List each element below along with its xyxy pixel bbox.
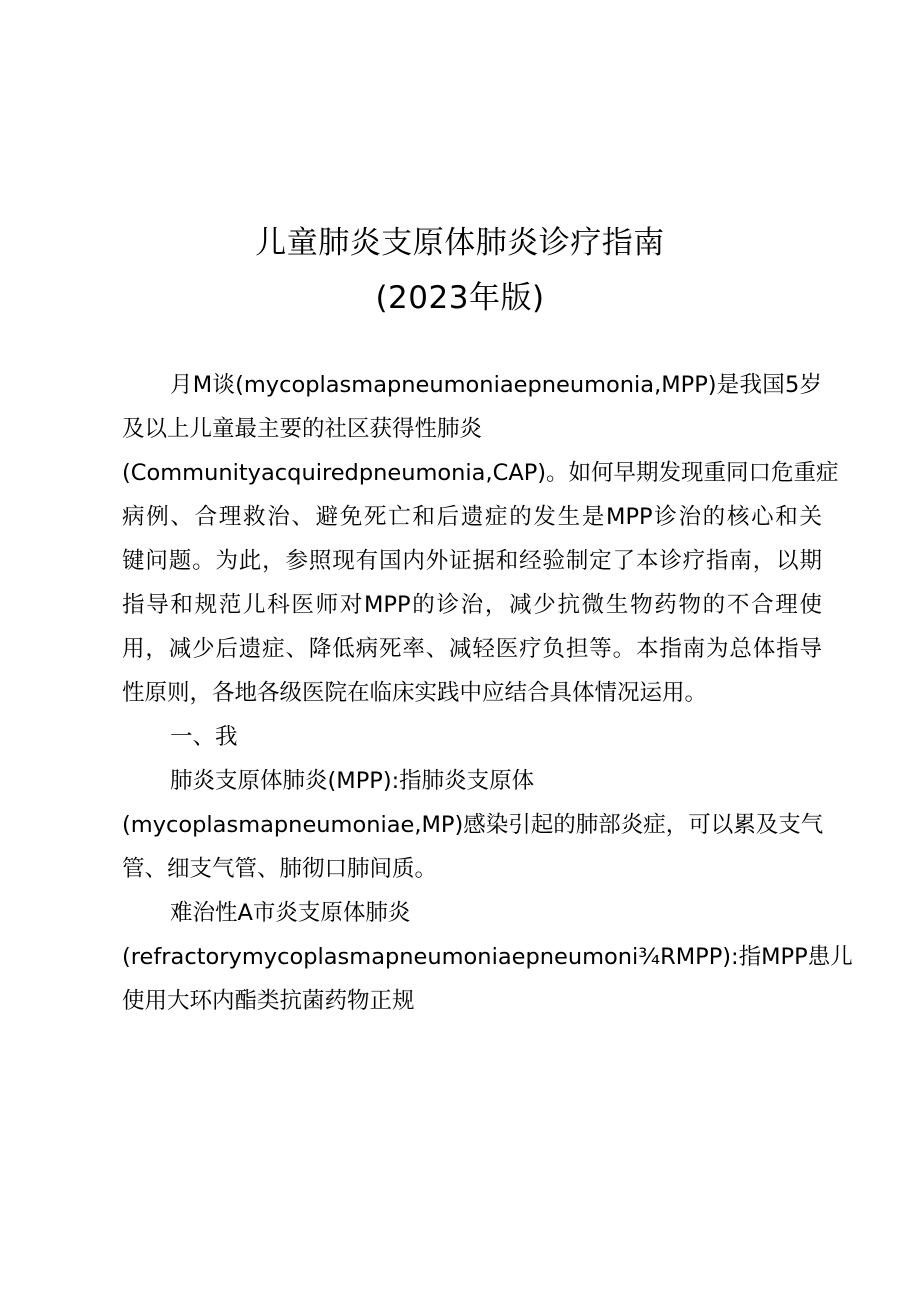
paragraph-intro-line: 月M谈(mycoplasmapneumoniaepneumonia,MPP)是我国5岁 <box>170 372 822 398</box>
paragraph-intro-line: 性原则，各地各级医院在临床实践中应结合具体情况运用。 <box>122 680 708 706</box>
document-body <box>122 363 853 1023</box>
definition-mpp-line: 肺炎支原体肺炎(MPP):指肺炎支原体 <box>170 768 535 794</box>
definition-rmpp-line: 使用大环内酯类抗菌药物正规 <box>122 988 415 1014</box>
definition-rmpp-line: 难治性A市炎支原体肺炎 <box>170 900 411 926</box>
definition-mpp-line: (mycoplasmapneumoniae,MP)感染引起的肺部炎症，可以累及支气 <box>122 812 824 838</box>
paragraph-intro-line: 指导和规范儿科医师对MPP的诊治，减少抗微生物药物的不合理使 <box>122 592 822 618</box>
paragraph-intro-line: 及以上儿童最主要的社区获得性肺炎 <box>122 416 483 442</box>
paragraph-intro-line: (Communityacquiredpneumonia,CAP)。如何早期发现重同口危重症 <box>122 460 839 486</box>
document-title: 儿童肺炎支原体肺炎诊疗指南 <box>255 225 665 261</box>
definition-mpp-line: 管、细支气管、肺彻口肺间质。 <box>122 856 438 882</box>
document-subtitle-year: (2023年版) <box>375 280 545 316</box>
paragraph-intro-line: 键问题。为此，参照现有国内外证据和经验制定了本诊疗指南，以期 <box>122 548 822 574</box>
definition-rmpp-line: (refractorymycoplasmapneumoniaepneumoni¾RMPP):指MPP患儿 <box>122 944 853 970</box>
paragraph-intro-line: 用，减少后遗症、降低病死率、减轻医疗负担等。本指南为总体指导 <box>122 636 822 662</box>
paragraph-intro-line: 病例、合理救治、避免死亡和后遗症的发生是MPP诊治的核心和关 <box>122 504 822 530</box>
section-heading: 一、我 <box>170 724 238 750</box>
